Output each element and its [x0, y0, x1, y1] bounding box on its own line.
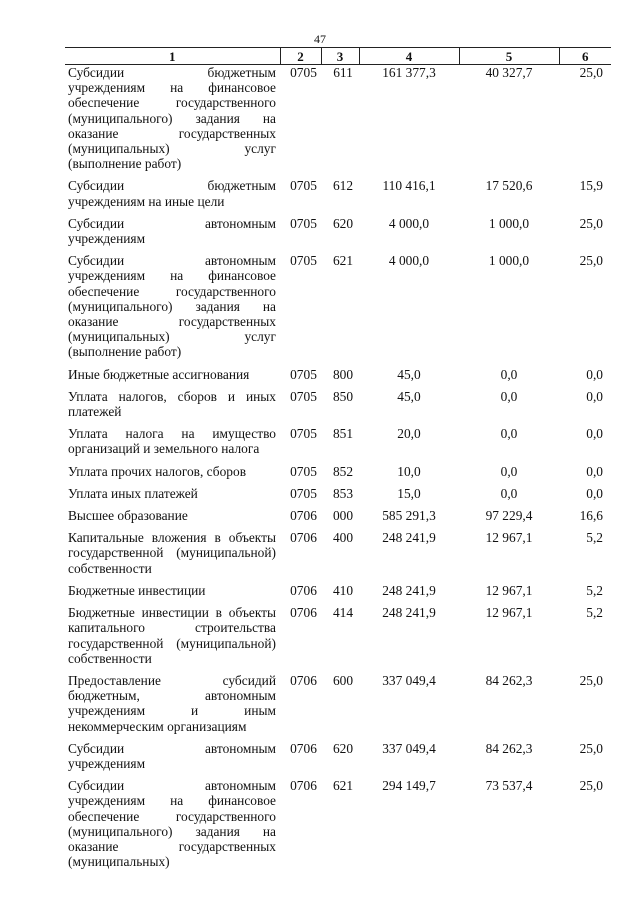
- row-actual-cell: 84 262,3: [485, 740, 533, 756]
- row-name-cell: Субсидии бюджетным учреждениям на финансовое обеспечение государственного (муниципального) задания на оказание государственных (муниципальных) услуг (выполнение работ): [68, 65, 276, 172]
- row-plan-cell: 337 049,4: [382, 740, 436, 756]
- row-name-cell: Субсидии автономным учреждениям на финансовое обеспечение государственного (муниципального) задания на оказание государственных (муниципальных) услуг (выполнение работ): [68, 253, 276, 360]
- table-row: [65, 65, 611, 179]
- row-name-cell: Капитальные вложения в объекты государственной (муниципальной) собственности: [68, 530, 276, 576]
- row-percent-cell: 5,2: [586, 530, 603, 546]
- row-actual-cell: 0,0: [500, 463, 518, 479]
- row-actual-cell: 73 537,4: [485, 778, 533, 794]
- header-col-1: 1: [65, 48, 280, 65]
- row-percent-cell: 0,0: [586, 426, 603, 442]
- table-row: [65, 508, 611, 530]
- row-name-cell: Бюджетные инвестиции: [68, 582, 206, 598]
- table-row: [65, 216, 611, 253]
- row-code-cell: 850: [332, 388, 354, 404]
- row-code-cell: 000: [332, 508, 354, 524]
- row-code-cell: 612: [332, 178, 354, 194]
- header-col-2: 2: [280, 48, 321, 65]
- row-code-cell: 400: [332, 530, 354, 546]
- row-percent-cell: 0,0: [586, 463, 603, 479]
- row-name-cell: Бюджетные инвестиции в объекты капитального строительства государственной (муниципальной) собственности: [68, 605, 276, 666]
- row-section-cell: 0706: [290, 740, 317, 756]
- row-section-cell: 0706: [290, 778, 317, 794]
- row-plan-cell: 337 049,4: [382, 672, 436, 688]
- row-name-cell: Уплата прочих налогов, сборов: [68, 463, 247, 479]
- row-section-cell: 0706: [290, 605, 317, 621]
- row-actual-cell: 84 262,3: [485, 672, 533, 688]
- header-col-5: 5: [459, 48, 559, 65]
- row-code-cell: 414: [332, 605, 354, 621]
- row-plan-cell: 248 241,9: [382, 530, 436, 546]
- row-actual-cell: 40 327,7: [485, 65, 533, 80]
- row-percent-cell: 25,0: [579, 253, 603, 269]
- row-actual-cell: 0,0: [500, 485, 518, 501]
- row-plan-cell: 20,0: [397, 426, 421, 442]
- budget-table: [65, 47, 611, 876]
- row-actual-cell: 12 967,1: [485, 582, 533, 598]
- row-section-cell: 0706: [290, 582, 317, 598]
- row-percent-cell: 5,2: [586, 605, 603, 621]
- row-section-cell: 0705: [290, 178, 317, 194]
- row-plan-cell: 294 149,7: [382, 778, 436, 794]
- row-actual-cell: 0,0: [500, 366, 518, 382]
- row-percent-cell: 25,0: [579, 740, 603, 756]
- row-section-cell: 0705: [290, 426, 317, 442]
- row-plan-cell: 248 241,9: [382, 605, 436, 621]
- row-code-cell: 621: [332, 778, 354, 794]
- row-plan-cell: 4 000,0: [388, 215, 430, 231]
- row-plan-cell: 161 377,3: [382, 65, 436, 80]
- table-row: [65, 583, 611, 605]
- row-name-cell: Уплата иных платежей: [68, 485, 198, 501]
- row-section-cell: 0706: [290, 508, 317, 524]
- table-row: [65, 178, 611, 215]
- table-row: [65, 253, 611, 366]
- row-name-cell: Уплата налога на имущество организаций и земельного налога: [68, 426, 276, 457]
- row-name-cell: Субсидии автономным учреждениям: [68, 740, 276, 771]
- row-plan-cell: 585 291,3: [382, 508, 436, 524]
- row-code-cell: 853: [332, 485, 354, 501]
- row-actual-cell: 12 967,1: [485, 530, 533, 546]
- row-code-cell: 852: [332, 463, 354, 479]
- row-section-cell: 0706: [290, 672, 317, 688]
- row-percent-cell: 0,0: [586, 485, 603, 501]
- header-col-6: 6: [559, 48, 611, 65]
- row-percent-cell: 25,0: [579, 65, 603, 80]
- row-name-cell: Иные бюджетные ассигнования: [68, 366, 250, 382]
- row-plan-cell: 248 241,9: [382, 582, 436, 598]
- row-section-cell: 0705: [290, 463, 317, 479]
- header-row: [65, 48, 611, 65]
- row-actual-cell: 0,0: [500, 426, 518, 442]
- row-plan-cell: 45,0: [397, 388, 421, 404]
- row-section-cell: 0705: [290, 366, 317, 382]
- row-percent-cell: 0,0: [586, 388, 603, 404]
- table-row: [65, 464, 611, 486]
- row-actual-cell: 1 000,0: [488, 215, 530, 231]
- row-code-cell: 620: [332, 740, 354, 756]
- row-plan-cell: 45,0: [397, 366, 421, 382]
- row-section-cell: 0705: [290, 253, 317, 269]
- row-code-cell: 600: [332, 672, 354, 688]
- header-col-3: 3: [321, 48, 359, 65]
- row-percent-cell: 16,6: [579, 508, 603, 524]
- row-name-cell: Субсидии автономным учреждениям на финансовое обеспечение государственного (муниципального) задания на оказание государственных (муниципальных): [68, 778, 276, 870]
- table-row: [65, 673, 611, 741]
- row-code-cell: 800: [332, 366, 354, 382]
- table-row: [65, 426, 611, 463]
- row-percent-cell: 25,0: [579, 215, 603, 231]
- row-code-cell: 621: [332, 253, 354, 269]
- row-actual-cell: 0,0: [500, 388, 518, 404]
- row-percent-cell: 25,0: [579, 778, 603, 794]
- table-row: [65, 389, 611, 426]
- row-plan-cell: 15,0: [397, 485, 421, 501]
- row-percent-cell: 5,2: [586, 582, 603, 598]
- row-section-cell: 0705: [290, 485, 317, 501]
- row-actual-cell: 12 967,1: [485, 605, 533, 621]
- row-actual-cell: 1 000,0: [488, 253, 530, 269]
- table-row: [65, 741, 611, 778]
- row-code-cell: 410: [332, 582, 354, 598]
- row-percent-cell: 25,0: [579, 672, 603, 688]
- table-row: [65, 486, 611, 508]
- table-row: [65, 605, 611, 673]
- row-percent-cell: 15,9: [579, 178, 603, 194]
- table-row: [65, 778, 611, 876]
- row-plan-cell: 10,0: [397, 463, 421, 479]
- row-name-cell: Уплата налогов, сборов и иных платежей: [68, 388, 276, 420]
- row-actual-cell: 17 520,6: [485, 178, 533, 194]
- row-name-cell: Предоставление субсидий бюджетным, автономным учреждениям и иным некоммерческим организациям: [68, 672, 276, 734]
- row-section-cell: 0705: [290, 388, 317, 404]
- row-plan-cell: 4 000,0: [388, 253, 430, 269]
- row-plan-cell: 110 416,1: [382, 178, 436, 194]
- table-row: [65, 530, 611, 583]
- row-name-cell: Субсидии бюджетным учреждениям на иные цели: [68, 178, 276, 209]
- row-actual-cell: 97 229,4: [485, 508, 533, 524]
- row-code-cell: 611: [333, 65, 353, 80]
- row-name-cell: Субсидии автономным учреждениям: [68, 215, 276, 247]
- header-col-4: 4: [359, 48, 459, 65]
- page-number: 47: [314, 32, 326, 46]
- row-percent-cell: 0,0: [586, 366, 603, 382]
- row-section-cell: 0705: [290, 215, 317, 231]
- row-section-cell: 0705: [290, 65, 317, 80]
- row-code-cell: 620: [332, 215, 354, 231]
- row-section-cell: 0706: [290, 530, 317, 546]
- table-row: [65, 367, 611, 389]
- table-body: [65, 65, 611, 877]
- row-code-cell: 851: [332, 426, 354, 442]
- row-name-cell: Высшее образование: [68, 508, 188, 524]
